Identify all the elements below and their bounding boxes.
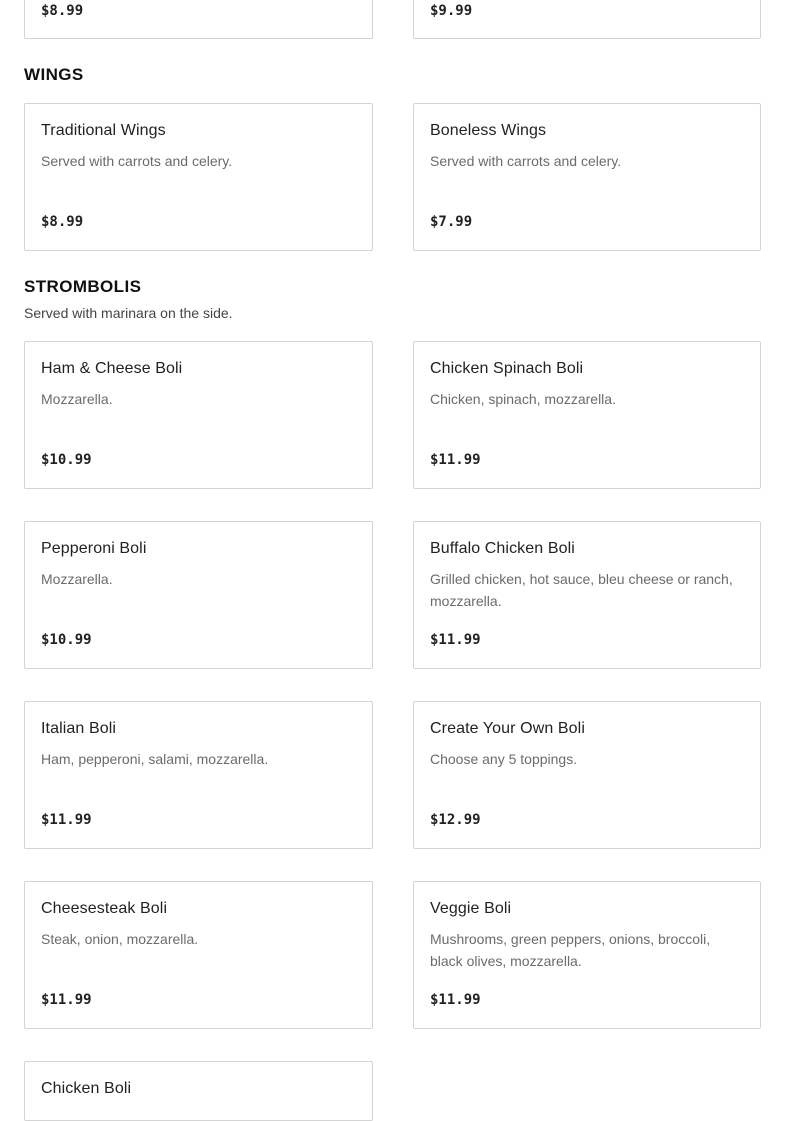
item-name: Pepperoni Boli bbox=[41, 540, 147, 557]
item-description: Ham, pepperoni, salami, mozzarella. bbox=[41, 751, 269, 767]
item-description: Mozzarella. bbox=[41, 391, 113, 407]
menu-item-card[interactable] bbox=[413, 0, 761, 39]
menu-item-card[interactable] bbox=[24, 0, 373, 39]
menu-item-card[interactable] bbox=[24, 1061, 373, 1121]
item-price: $8.99 bbox=[41, 214, 84, 230]
menu-item-card[interactable] bbox=[413, 103, 761, 251]
item-name: Cheesesteak Boli bbox=[41, 900, 168, 917]
menu-item-card[interactable] bbox=[24, 701, 373, 849]
item-description: Mushrooms, green peppers, onions, broccoli, black olives, mozzarella. bbox=[430, 931, 711, 969]
menu-item-card[interactable] bbox=[24, 341, 373, 489]
menu-item-card[interactable] bbox=[24, 881, 373, 1029]
menu-item-card[interactable] bbox=[24, 103, 373, 251]
item-price: $11.99 bbox=[430, 992, 481, 1008]
item-name: Chicken Boli bbox=[41, 1080, 132, 1097]
item-name: Create Your Own Boli bbox=[430, 720, 585, 737]
section-subtitle: Served with marinara on the side. bbox=[24, 305, 233, 321]
item-price: $11.99 bbox=[430, 452, 481, 468]
item-name: Chicken Spinach Boli bbox=[430, 360, 584, 377]
item-description: Steak, onion, mozzarella. bbox=[41, 931, 199, 947]
item-name: Buffalo Chicken Boli bbox=[430, 540, 575, 557]
item-price: $10.99 bbox=[41, 452, 92, 468]
item-name: Ham & Cheese Boli bbox=[41, 360, 183, 377]
item-price: $7.99 bbox=[430, 214, 473, 230]
item-price: $11.99 bbox=[41, 992, 92, 1008]
item-price: $8.99 bbox=[41, 3, 84, 19]
item-price: $11.99 bbox=[430, 632, 481, 648]
item-price: $12.99 bbox=[430, 812, 481, 828]
item-description: Served with carrots and celery. bbox=[430, 153, 622, 169]
item-name: Boneless Wings bbox=[430, 122, 547, 139]
item-description: Served with carrots and celery. bbox=[41, 153, 233, 169]
menu-item-card[interactable] bbox=[413, 521, 761, 669]
item-description: Grilled chicken, hot sauce, bleu cheese or ranch, mozzarella. bbox=[430, 571, 733, 609]
item-name: Italian Boli bbox=[41, 720, 117, 737]
menu-item-card[interactable] bbox=[413, 341, 761, 489]
section-title-wings: WINGS bbox=[24, 65, 84, 84]
item-description: Chicken, spinach, mozzarella. bbox=[430, 391, 616, 407]
item-name: Veggie Boli bbox=[430, 900, 512, 917]
menu-item-card[interactable] bbox=[413, 701, 761, 849]
item-description: Choose any 5 toppings. bbox=[430, 751, 578, 767]
menu-item-card[interactable] bbox=[24, 521, 373, 669]
item-price: $10.99 bbox=[41, 632, 92, 648]
item-price: $9.99 bbox=[430, 3, 473, 19]
menu-item-card[interactable] bbox=[413, 881, 761, 1029]
item-price: $11.99 bbox=[41, 812, 92, 828]
item-description: Mozzarella. bbox=[41, 571, 113, 587]
item-name: Traditional Wings bbox=[41, 122, 166, 139]
section-title-strombolis: STROMBOLIS bbox=[24, 277, 142, 296]
